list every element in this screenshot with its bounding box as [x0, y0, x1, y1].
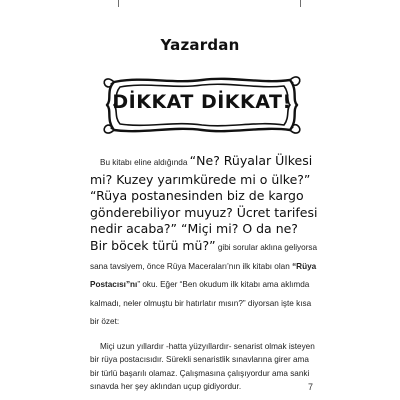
body-text [90, 153, 318, 394]
section-title: Yazardan [160, 36, 240, 54]
crop-mark-right [300, 0, 301, 7]
quoted-questions: “Ne? Rüyalar Ülkesi mi? Kuzey yarımkürede mi o ülke?” “Rüya postanesinden biz de kargo gönderebiliyor muyuz? Ücret tarifesi nedir acaba?” “Miçi mi? O da ne? Bir böcek türü mü?” [90, 153, 318, 253]
crop-mark-left [118, 0, 119, 7]
advice-text: gibi sorular aklına geliyorsa sana tavsiyem, önce Rüya Maceraları’nın ilk kitabı olan [90, 242, 318, 271]
banner-heading: DİKKAT DİKKAT! [112, 91, 292, 113]
summary-lead-text: ” oku. Eğer “Ben okudum ilk kitabı ama aklımda kalmadı, neler olmuştu bir hatırlatır mısın?” diyorsan işte kısa bir özet: [90, 280, 312, 327]
intro-text: Bu kitabı eline aldığında [100, 158, 190, 167]
banner-frame [102, 72, 302, 138]
paragraph-2: Miçi uzun yıllardır -hatta yüzyıllardır- senarist olmak isteyen bir rüya postacısıdır. Sürekli senaristlik sınavlarına girer ama bir türlü başarılı olamaz. Çalışmasına çalışıyordur ama sanki sınavda her şey aklından uçup gidiyordur. [90, 341, 315, 392]
book-title-reference: “Rüya Postacısı”nı [90, 261, 317, 290]
page-number: 7 [308, 382, 314, 392]
paragraph-1 [90, 153, 318, 331]
